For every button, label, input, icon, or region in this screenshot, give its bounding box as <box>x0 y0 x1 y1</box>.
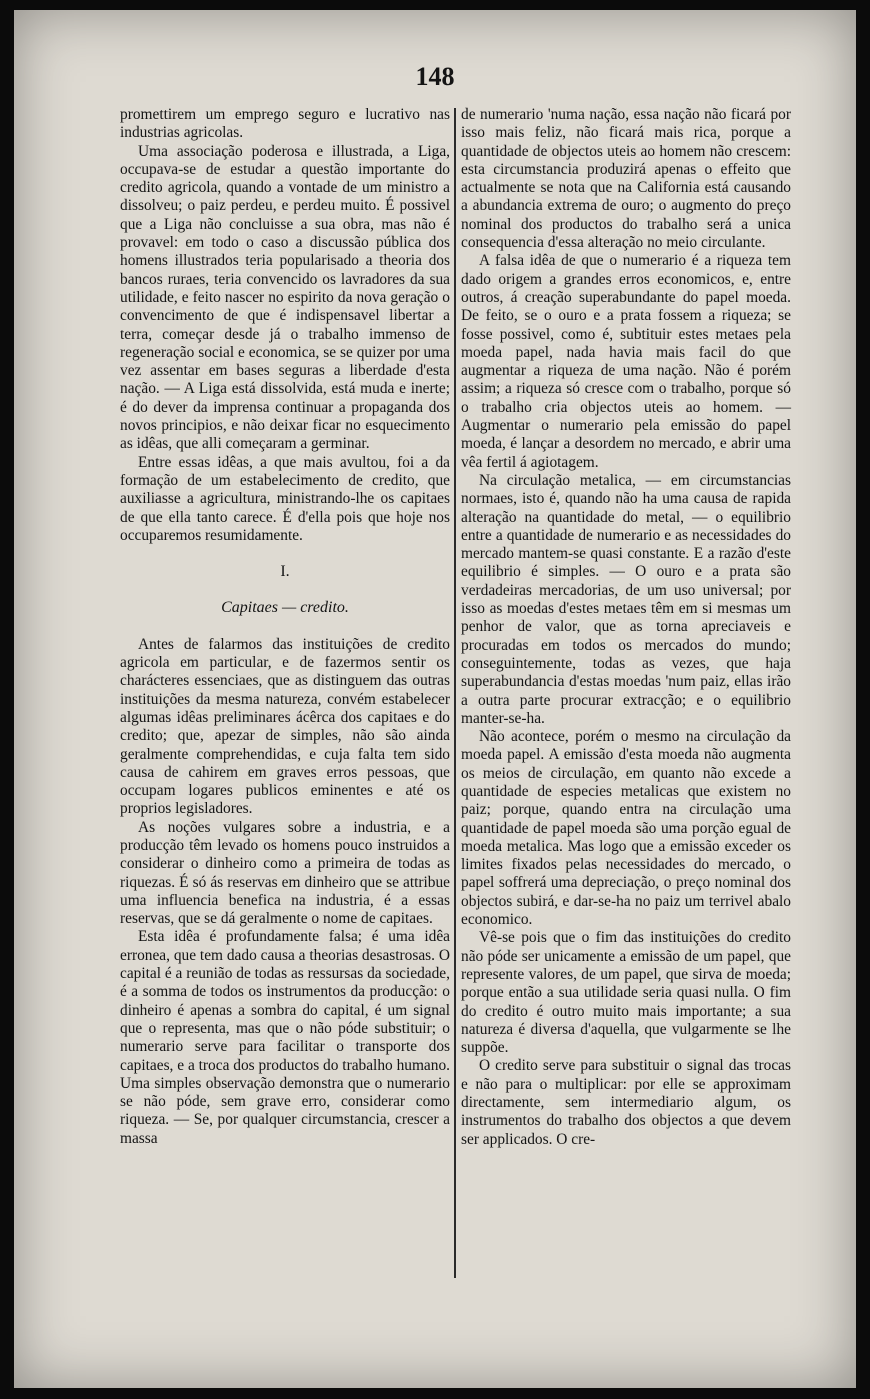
paragraph: de numerario 'numa nação, essa nação não ficará por isso mais feliz, não ficará mais rica, porque a quantidade de objectos uteis ao homem não crescem: esta circumstancia produzirá apenas o effeito que actualmente se nota que na California está causando a abundancia extrema de ouro; o augmento do preço nominal dos productos do trabalho será a unica consequencia d'essa alteração no meio circulante. <box>461 106 791 252</box>
paragraph: O credito serve para substituir o signal das trocas e não para o multiplicar: por elle se approximam directamente, sem intermediario algum, os instrumentos do trabalho dos objectos a que devem ser applicados. O cre- <box>461 1057 791 1148</box>
right-column <box>461 106 791 1149</box>
section-title: Capitaes — credito. <box>221 599 349 617</box>
section-number: I. <box>280 563 290 581</box>
paragraph: Antes de falarmos das instituições de credito agricola em particular, e de fazermos sentir os charácteres essenciaes, que as distinguem das outras instituições da mesma natureza, convém estabelecer algumas idêas preliminares ácêrca dos capitaes e do credito; que, apezar de simples, não são ainda geralmente comprehendidas, e cuja falta tem sido causa de cahirem em graves erros pessoas, que occupam logares publicos eminentes e até os proprios legisladores. <box>120 635 450 818</box>
book-page <box>14 10 856 1388</box>
left-column <box>120 106 450 1148</box>
column-divider <box>454 108 456 1278</box>
paragraph: Vê-se pois que o fim das instituições do credito não póde ser unicamente a emissão de um papel, que represente valores, de um papel, que sirva de moeda; porque então a sua utilidade seria quasi nulla. O fim do credito é outro muito mais importante; a sua natureza é diversa d'aquella, que vulgarmente se lhe suppõe. <box>461 929 791 1057</box>
paragraph: Não acontece, porém o mesmo na circulação da moeda papel. A emissão d'esta moeda não augmenta os meios de circulação, em quanto não excede a quantidade de especies metalicas que existem no paiz; porque, quando entra na circulação uma quantidade de papel moeda são uma porção egual de moeda metalica. Mas logo que a emissão exceder os limites fixados pelas necessidades do mercado, o papel soffrerá uma depreciação, o preço nominal dos objectos subirá, e dar-se-ha no paiz um terrivel abalo economico. <box>461 728 791 929</box>
paragraph: promettirem um emprego seguro e lucrativo nas industrias agricolas. <box>120 106 450 142</box>
page-number: 148 <box>415 62 455 91</box>
paragraph: Na circulação metalica, — em circumstancias normaes, isto é, quando não ha uma causa de rapida alteração na quantidade do metal, — o equilibrio entre a quantidade de numerario e as necessidades do mercado mantem-se quasi constante. E a razão d'este equilibrio é simples. — O ouro e a prata são verdadeiras mercadorias, de um uso universal; por isso as moedas d'estes metaes têm em si mesmas um penhor de valor, que as torna apreciaveis e procuradas em todos os mercados do mundo; conseguintemente, todas as vezes, que haja superabundancia d'estas moedas 'num paiz, ellas irão a outra parte procurar extracção; e o equilibrio manter-se-ha. <box>461 471 791 727</box>
paragraph: Esta idêa é profundamente falsa; é uma idêa erronea, que tem dado causa a theorias desastrosas. O capital é a reunião de todas as ressursas da sociedade, é a somma de todos os instrumentos da producção: o dinheiro é apenas a sombra do capital, é um signal que o representa, mas que o não póde substituir; o numerario serve para facilitar o transporte dos capitaes, e a troca dos productos do trabalho humano. Uma simples observação demonstra que o numerario se não póde, sem grave erro, considerar como riqueza. — Se, por qualquer circumstancia, crescer a massa <box>120 928 450 1147</box>
paragraph: As noções vulgares sobre a industria, e a producção têm levado os homens pouco instruidos a considerar o dinheiro como a primeira de todas as riquezas. É só ás reservas em dinheiro que se attribue uma influencia benefica na industria, é a essas reservas, que se dá geralmente o nome de capitaes. <box>120 818 450 928</box>
paragraph: Uma associação poderosa e illustrada, a Liga, occupava-se de estudar a questão importante do credito agricola, quando a vontade de um ministro a dissolveu; o paiz perdeu, e perdeu muito. É possivel que a Liga não concluisse a sua obra, mas não é provavel: em todo o caso a discussão pública dos homens illustrados teria popularisado a theoria dos bancos ruraes, teria convencido os lavradores da sua utilidade, e feito nascer no espirito da nova geração o convencimento de que é indispensavel libertar a terra, começar desde já o trabalho immenso de regeneração social e economica, se se quizer por uma vez assentar em bases seguras a liberdade d'esta nação. — A Liga está dissolvida, está muda e inerte; é do dever da imprensa continuar a propaganda dos novos principios, e não deixar ficar no esquecimento as idêas, que alli começaram a germinar. <box>120 142 450 453</box>
paragraph: Entre essas idêas, a que mais avultou, foi a da formação de um estabelecimento de credito, que auxiliasse a agricultura, ministrando-lhe os capitaes de que ella tanto carece. É d'ella pois que hoje nos occuparemos resumidamente. <box>120 453 450 544</box>
paragraph: A falsa idêa de que o numerario é a riqueza tem dado origem a grandes erros economicos, e, entre outros, á creação superabundante do papel moeda. De feito, se o ouro e a prata fossem a riqueza; se fosse possivel, como é, subtituir estes metaes pela moeda papel, nada havia mais facil do que augmentar a riqueza de uma nação. Não é porém assim; a riqueza só cresce com o trabalho, porque só o trabalho cria objectos uteis ao homem. — Augmentar o numerario pela emissão do papel moeda, é lançar a desordem no mercado, e abrir uma vêa fertil á agiotagem. <box>461 252 791 471</box>
